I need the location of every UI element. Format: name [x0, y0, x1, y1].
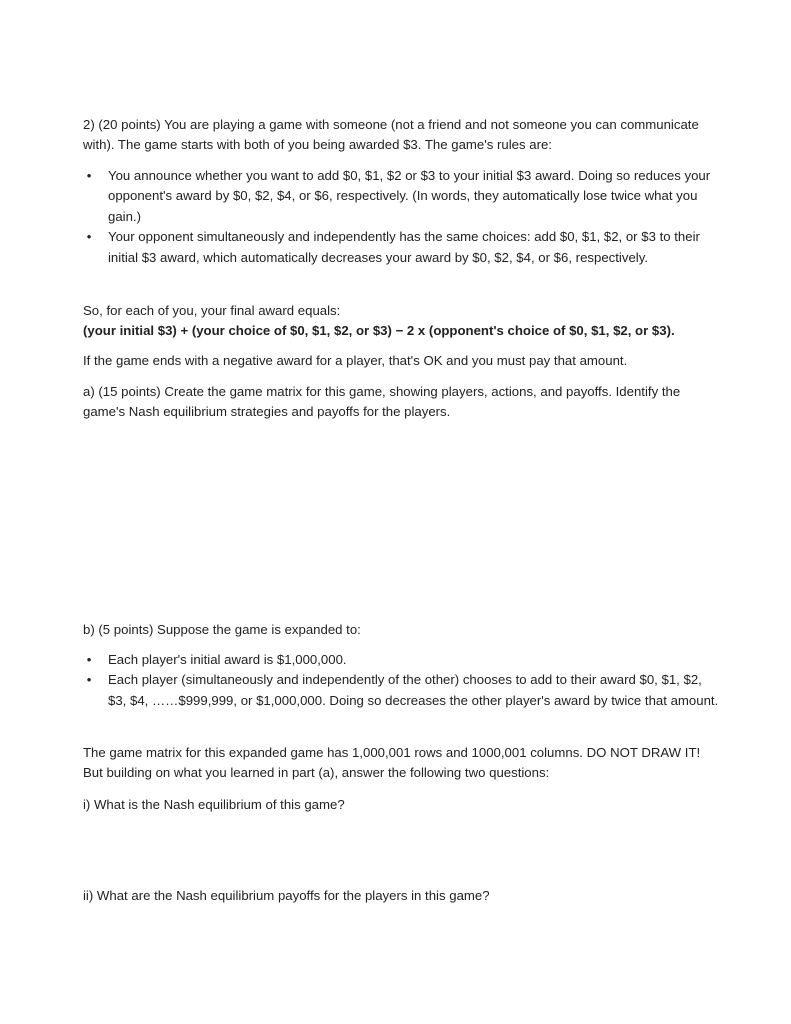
- part-b-matrix-note: The game matrix for this expanded game has 1,000,001 rows and 1000,001 columns. DO NOT DRAW IT! But building on what you learned in part (a), answer the following two questions:: [83, 745, 701, 781]
- negative-note: If the game ends with a negative award for a player, that's OK and you must pay that amount.: [83, 353, 628, 368]
- rule-text: Your opponent simultaneously and independently has the same choices: add $0, $1, $2, or $3 to their initial $3 award, which automatically decreases your award by $0, $2, $4, or $6, respectively.: [108, 229, 700, 265]
- bullet-icon: •: [86, 672, 92, 688]
- part-b-rules-list: [83, 650, 723, 711]
- rule-text: Each player's initial award is $1,000,000.: [108, 652, 347, 667]
- list-item: [83, 670, 723, 711]
- part-b-intro: b) (5 points) Suppose the game is expanded to:: [83, 622, 361, 637]
- part-a-question: a) (15 points) Create the game matrix for this game, showing players, actions, and payoffs. Identify the game's Nash equilibrium strategies and payoffs for the players.: [83, 384, 681, 420]
- rule-text: Each player (simultaneously and independently of the other) chooses to add to their award $0, $1, $2, $3, $4, ……$999,999, or $1,000,000. Doing so decreases the other player's award by twice that amount.: [108, 672, 719, 708]
- final-award-intro: So, for each of you, your final award equals:: [83, 303, 341, 318]
- list-item: [83, 166, 723, 227]
- question-i: i) What is the Nash equilibrium of this game?: [83, 797, 345, 812]
- award-formula: (your initial $3) + (your choice of $0, $1, $2, or $3) − 2 x (opponent's choice of $0, $1, $2, or $3).: [83, 323, 675, 338]
- rules-list: [83, 166, 723, 268]
- problem-intro: 2) (20 points) You are playing a game with someone (not a friend and not someone you can communicate with). The game starts with both of you being awarded $3. The game's rules are:: [83, 117, 699, 153]
- rule-text: You announce whether you want to add $0, $1, $2 or $3 to your initial $3 award. Doing so reduces your opponent's award by $0, $2, $4, or $6, respectively. (In words, they automatically lose twice what you gain.): [108, 168, 711, 224]
- list-item: [83, 650, 723, 670]
- bullet-icon: •: [86, 168, 92, 183]
- question-ii: ii) What are the Nash equilibrium payoffs for the players in this game?: [83, 888, 490, 903]
- bullet-icon: •: [86, 229, 92, 245]
- bullet-icon: •: [86, 652, 92, 667]
- list-item: [83, 227, 723, 268]
